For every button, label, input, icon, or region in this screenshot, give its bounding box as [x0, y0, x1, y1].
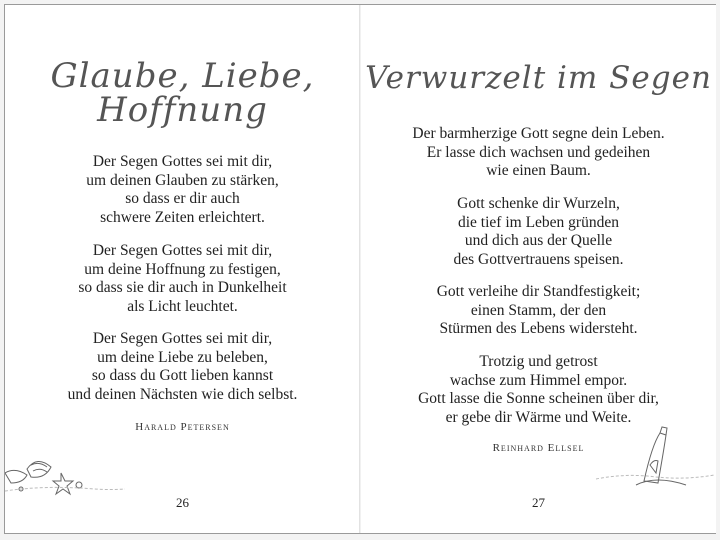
poem-line: um deine Liebe zu beleben, [97, 348, 268, 366]
left-stanza-3 [5, 330, 360, 404]
poem-line: des Gottvertrauens speisen. [453, 250, 624, 268]
right-stanza-2 [361, 195, 716, 269]
seashells-illustration [5, 445, 125, 497]
poem-line: wachse zum Himmel empor. [449, 371, 628, 389]
poem-line: Der Segen Gottes sei mit dir, [92, 242, 273, 259]
poem-line: so dass sie dir auch in Dunkelheit [78, 279, 287, 296]
left-page-title-line2: Hoffnung [97, 90, 268, 130]
poem-line: wie einen Baum. [486, 162, 591, 179]
poem-line: Stürmen des Lebens widersteht. [439, 320, 638, 337]
poem-line: er gebe dir Wärme und Weite. [445, 408, 632, 426]
open-book [4, 4, 716, 534]
left-page-author: Harald Petersen [135, 421, 230, 433]
poem-line: einen Stamm, der den [470, 301, 607, 319]
poem-line: schwere Zeiten erleichtert. [100, 208, 265, 226]
right-stanza-3 [361, 283, 716, 339]
right-page [361, 5, 716, 533]
left-stanza-2 [5, 242, 360, 316]
poem-line: Gott schenke dir Wurzeln, [457, 195, 620, 212]
poem-line: um deinen Glauben zu stärken, [86, 171, 279, 189]
poem-line: die tief im Leben gründen [458, 213, 619, 231]
poem-line: um deine Hoffnung zu festigen, [84, 260, 281, 278]
right-page-number: 27 [532, 495, 545, 510]
right-stanza-4 [361, 353, 716, 427]
poem-line: Gott lasse die Sonne scheinen über dir, [418, 390, 659, 407]
message-bottle-illustration [596, 425, 714, 497]
poem-line: Trotzig und getrost [479, 353, 598, 370]
left-page-number: 26 [176, 495, 189, 510]
poem-line: und deinen Nächsten wie dich selbst. [67, 385, 298, 403]
poem-line: Gott verleihe dir Standfestigkeit; [436, 283, 641, 300]
left-stanza-1 [5, 153, 360, 227]
poem-line: als Licht leuchtet. [127, 297, 238, 315]
poem-line: Er lasse dich wachsen und gedeihen [426, 143, 651, 161]
left-page-title-line1: Glaube, Liebe, [50, 56, 315, 96]
poem-line: Der Segen Gottes sei mit dir, [92, 330, 273, 347]
poem-line: so dass er dir auch [125, 190, 240, 207]
poem-line: und dich aus der Quelle [464, 232, 613, 249]
poem-line: Der barmherzige Gott segne dein Leben. [412, 125, 665, 142]
right-stanza-1 [361, 125, 716, 181]
poem-line: so dass du Gott lieben kannst [91, 367, 274, 384]
right-page-author: Reinhard Ellsel [492, 442, 585, 454]
poem-line: Der Segen Gottes sei mit dir, [92, 153, 273, 170]
right-page-title: Verwurzelt im Segen [365, 60, 712, 96]
left-page [5, 5, 360, 533]
